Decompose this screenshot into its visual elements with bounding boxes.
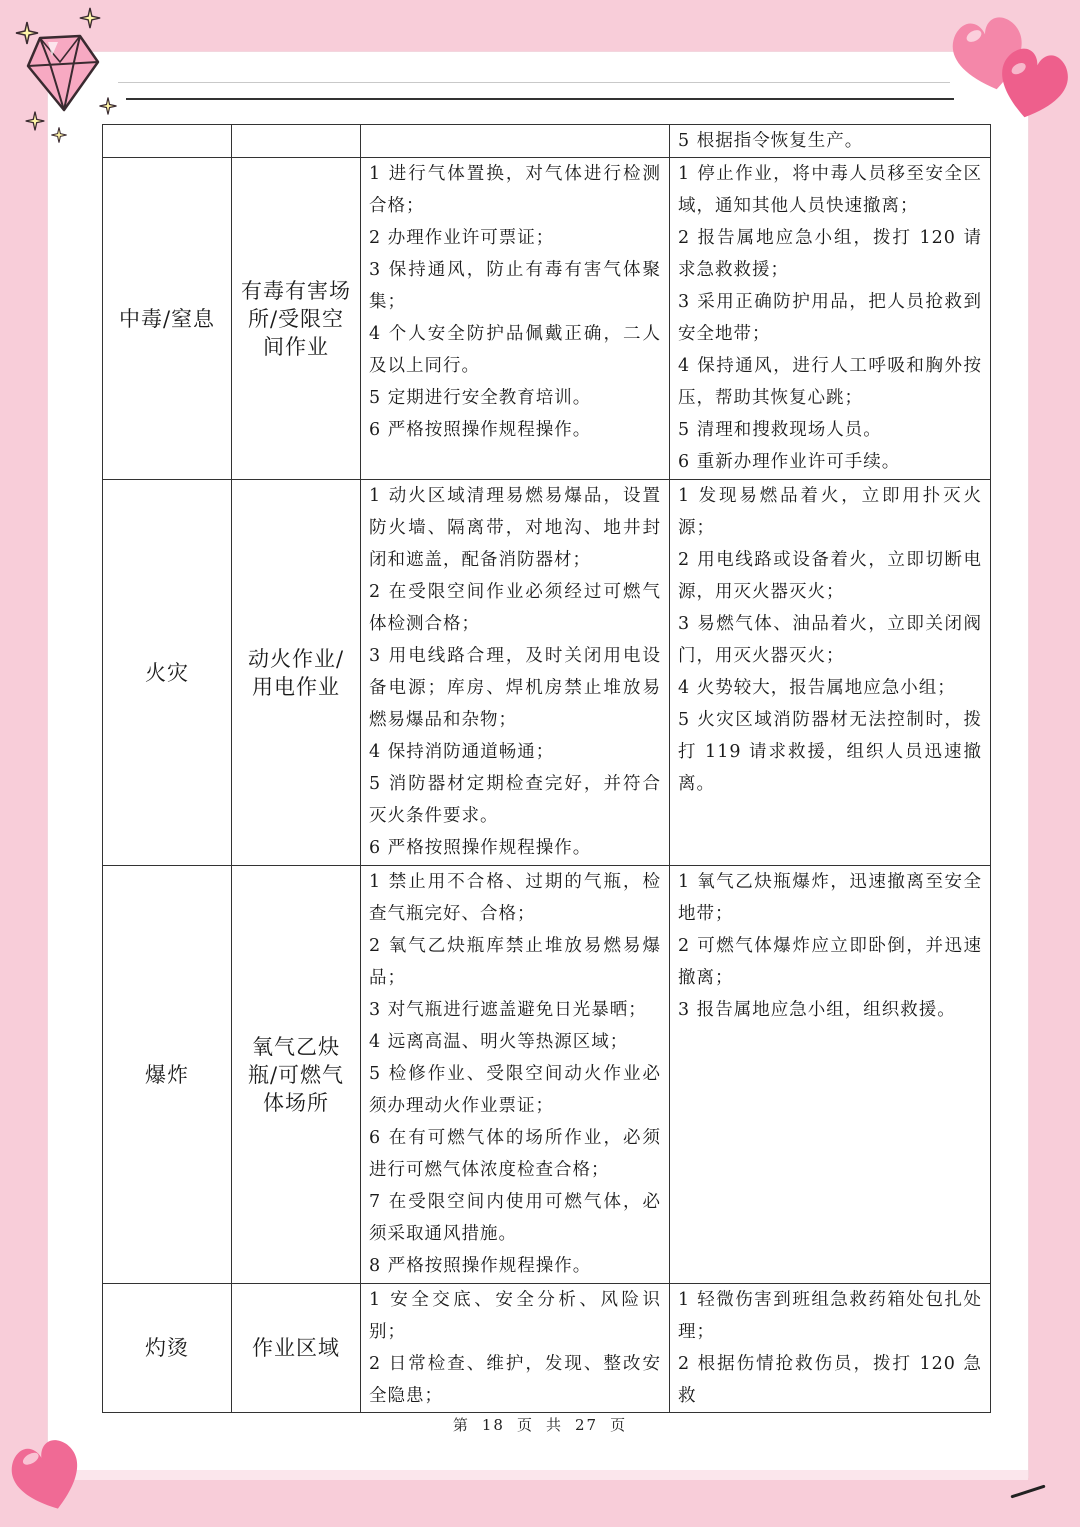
sparkle-icon bbox=[98, 96, 118, 116]
prevention-item: 2 办理作业许可票证； bbox=[369, 228, 555, 248]
prevention-item: 1 安全交底、安全分析、风险识别； bbox=[369, 1290, 661, 1342]
prevention-item: 3 保持通风，防止有毒有害气体聚集； bbox=[369, 260, 661, 312]
response-item: 3 报告属地应急小组，组织救援。 bbox=[678, 1000, 956, 1020]
response-item: 2 用电线路或设备着火，立即切断电源，用灭火器灭火； bbox=[678, 550, 982, 602]
prevention-measures-cell bbox=[361, 866, 670, 1284]
prevention-item: 1 进行气体置换，对气体进行检测合格； bbox=[369, 164, 661, 216]
response-measures-cell bbox=[670, 1284, 991, 1413]
header-rule-thin bbox=[118, 82, 950, 83]
sparkle-icon bbox=[78, 6, 102, 30]
table-body bbox=[103, 125, 991, 1413]
prevention-item: 5 消防器材定期检查完好，并符合灭火条件要求。 bbox=[369, 774, 661, 826]
prevention-item: 4 个人安全防护品佩戴正确，二人及以上同行。 bbox=[369, 324, 661, 376]
prevention-item: 4 远离高温、明火等热源区域； bbox=[369, 1032, 629, 1052]
sparkle-icon bbox=[50, 126, 68, 144]
prevention-item: 2 日常检查、维护，发现、整改安全隐患； bbox=[369, 1354, 661, 1406]
response-item: 4 火势较大，报告属地应急小组； bbox=[678, 678, 956, 698]
prevention-item: 1 禁止用不合格、过期的气瓶，检查气瓶完好、合格； bbox=[369, 872, 661, 924]
response-item: 3 易燃气体、油品着火，立即关闭阀门，用灭火器灭火； bbox=[678, 614, 982, 666]
table-row bbox=[103, 125, 991, 158]
safety-measures-table bbox=[102, 124, 991, 1413]
response-measures-cell bbox=[670, 158, 991, 480]
footer-page-word: 页 bbox=[516, 1416, 534, 1434]
response-item: 1 轻微伤害到班组急救药箱处包扎处理； bbox=[678, 1290, 982, 1342]
response-item: 4 保持通风，进行人工呼吸和胸外按压，帮助其恢复心跳； bbox=[678, 356, 982, 408]
response-item: 2 根据伤情抢救伤员，拨打 120 急救 bbox=[678, 1354, 982, 1406]
response-item: 3 采用正确防护用品，把人员抢救到安全地带； bbox=[678, 292, 982, 344]
hazard-place-cell bbox=[232, 125, 361, 158]
hazard-category-cell: 爆炸 bbox=[103, 866, 232, 1284]
response-item: 2 报告属地应急小组，拨打 120 请求急救救援； bbox=[678, 228, 982, 280]
prevention-item: 8 严格按照操作规程操作。 bbox=[369, 1256, 592, 1276]
response-item: 5 火灾区域消防器材无法控制时，拨打 119 请求救援，组织人员迅速撤离。 bbox=[678, 710, 982, 794]
prevention-item: 2 氧气乙炔瓶库禁止堆放易燃易爆品； bbox=[369, 936, 661, 988]
prevention-item: 5 定期进行安全教育培训。 bbox=[369, 388, 592, 408]
response-measures-cell bbox=[670, 480, 991, 866]
prevention-item: 2 在受限空间作业必须经过可燃气体检测合格； bbox=[369, 582, 661, 634]
footer-suffix: 页 bbox=[610, 1416, 628, 1434]
prevention-item: 6 严格按照操作规程操作。 bbox=[369, 420, 592, 440]
response-measures-cell bbox=[670, 866, 991, 1284]
heart-icon bbox=[4, 1432, 90, 1518]
response-item: 1 停止作业，将中毒人员移至安全区域，通知其他人员快速撤离； bbox=[678, 164, 982, 216]
hazard-category-cell: 中毒/窒息 bbox=[103, 158, 232, 480]
response-item: 1 发现易燃品着火，立即用扑灭火源； bbox=[678, 486, 982, 538]
response-item: 5 清理和搜救现场人员。 bbox=[678, 420, 882, 440]
sparkle-icon bbox=[14, 20, 40, 46]
paper-bottom-edge bbox=[48, 1470, 1028, 1480]
footer-total-pages: 27 bbox=[575, 1416, 599, 1434]
hazard-category-cell bbox=[103, 125, 232, 158]
response-item: 2 可燃气体爆炸应立即卧倒，并迅速撤离； bbox=[678, 936, 982, 988]
table-row bbox=[103, 158, 991, 480]
table-row bbox=[103, 1284, 991, 1413]
table-row bbox=[103, 480, 991, 866]
prevention-item: 3 用电线路合理，及时关闭用电设备电源；库房、焊机房禁止堆放易燃易爆品和杂物； bbox=[369, 646, 661, 730]
hazard-category-cell: 灼烫 bbox=[103, 1284, 232, 1413]
prevention-item: 6 在有可燃气体的场所作业，必须进行可燃气体浓度检查合格； bbox=[369, 1128, 661, 1180]
response-item: 6 重新办理作业许可手续。 bbox=[678, 452, 901, 472]
prevention-item: 3 对气瓶进行遮盖避免日光暴晒； bbox=[369, 1000, 647, 1020]
heart-icon bbox=[990, 40, 1076, 126]
response-measures-cell bbox=[670, 125, 991, 158]
header-rule bbox=[126, 98, 954, 100]
hazard-place-cell: 动火作业/用电作业 bbox=[232, 480, 361, 866]
hazard-place-cell: 有毒有害场所/受限空间作业 bbox=[232, 158, 361, 480]
page-footer bbox=[0, 1414, 1080, 1435]
pen-stroke-mark bbox=[1010, 1485, 1045, 1499]
footer-page-number: 18 bbox=[481, 1416, 505, 1434]
prevention-item: 5 检修作业、受限空间动火作业必须办理动火作业票证； bbox=[369, 1064, 661, 1116]
prevention-item: 1 动火区域清理易燃易爆品，设置防火墙、隔离带，对地沟、地井封闭和遮盖，配备消防器材； bbox=[369, 486, 661, 570]
prevention-item: 7 在受限空间内使用可燃气体，必须采取通风措施。 bbox=[369, 1192, 661, 1244]
table-row bbox=[103, 866, 991, 1284]
prevention-measures-cell bbox=[361, 480, 670, 866]
hazard-place-cell: 氧气乙炔瓶/可燃气体场所 bbox=[232, 866, 361, 1284]
prevention-item: 6 严格按照操作规程操作。 bbox=[369, 838, 592, 858]
prevention-measures-cell bbox=[361, 1284, 670, 1413]
prevention-item: 4 保持消防通道畅通； bbox=[369, 742, 555, 762]
prevention-measures-cell bbox=[361, 158, 670, 480]
sparkle-icon bbox=[24, 110, 46, 132]
hazard-category-cell: 火灾 bbox=[103, 480, 232, 866]
footer-total-word: 共 bbox=[546, 1416, 564, 1434]
response-item: 5 根据指令恢复生产。 bbox=[678, 131, 864, 151]
footer-prefix: 第 bbox=[452, 1416, 470, 1434]
response-item: 1 氧气乙炔瓶爆炸，迅速撤离至安全地带； bbox=[678, 872, 982, 924]
prevention-measures-cell bbox=[361, 125, 670, 158]
hazard-place-cell: 作业区域 bbox=[232, 1284, 361, 1413]
